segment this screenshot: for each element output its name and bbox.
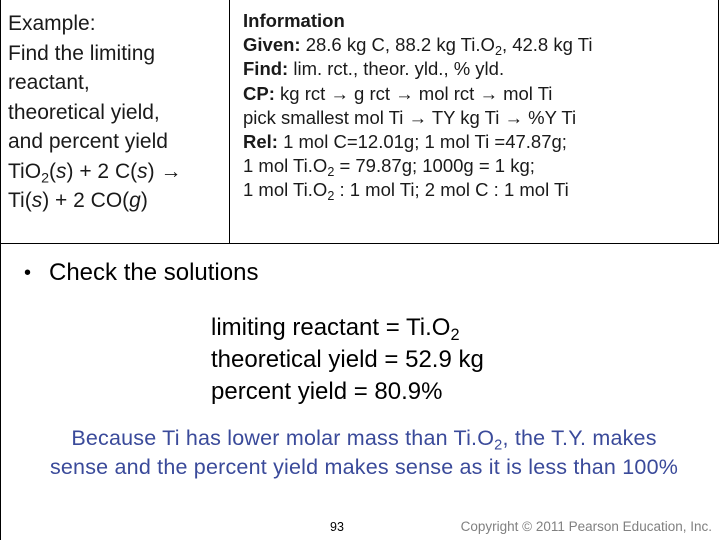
arrow-icon: → bbox=[330, 82, 349, 104]
pick-text: TY kg Ti bbox=[427, 106, 505, 128]
example-line: theoretical yield, bbox=[8, 100, 160, 124]
rel-text: 1 mol Ti.O bbox=[243, 155, 328, 177]
equation-state: s bbox=[56, 159, 67, 183]
equation-state: s bbox=[31, 189, 43, 212]
rel-subscript: 2 bbox=[327, 189, 335, 204]
example-label: Example: bbox=[8, 12, 96, 35]
cp-text: kg rct bbox=[274, 82, 331, 104]
cp-text: mol rct bbox=[413, 82, 480, 104]
rel-subscript: 2 bbox=[327, 164, 335, 179]
arrow-icon: → bbox=[408, 106, 428, 128]
limiting-reactant-result bbox=[211, 312, 484, 344]
results-block bbox=[211, 312, 484, 408]
given-line bbox=[243, 33, 713, 57]
bullet-icon: • bbox=[24, 262, 32, 284]
conceptual-plan-line bbox=[243, 82, 713, 106]
example-panel bbox=[8, 9, 223, 216]
rel-text: 1 mol Ti.O bbox=[243, 179, 328, 201]
header-divider bbox=[229, 0, 230, 244]
arrow-icon: → bbox=[479, 82, 498, 104]
given-label: Given: bbox=[243, 34, 301, 56]
pick-text: pick smallest mol Ti bbox=[243, 106, 409, 128]
copyright-notice: Copyright © 2011 Pearson Education, Inc. bbox=[460, 519, 712, 534]
find-label: Find: bbox=[243, 58, 289, 80]
equation-state: g bbox=[129, 189, 141, 212]
equation-part: ) bbox=[140, 189, 148, 212]
equation-reactants bbox=[8, 157, 223, 187]
bullet-text: Check the solutions bbox=[49, 259, 259, 286]
relationships-line bbox=[243, 154, 713, 178]
rel-text: : 1 mol Ti; 2 mol C : 1 mol Ti bbox=[334, 179, 569, 201]
rel-text: 1 mol C=12.01g; 1 mol Ti =47.87g; bbox=[277, 131, 567, 153]
find-line bbox=[243, 57, 713, 81]
equation-part: O bbox=[24, 159, 42, 183]
equation-subscript: 2 bbox=[41, 169, 49, 186]
arrow-icon: → bbox=[504, 106, 523, 128]
equation-products bbox=[8, 186, 223, 216]
relationships-line bbox=[243, 130, 713, 154]
find-text: lim. rct., theor. yld., % yld. bbox=[288, 58, 505, 80]
given-text: , 42.8 kg Ti bbox=[501, 34, 593, 56]
pick-text: %Y Ti bbox=[522, 106, 577, 128]
explanation-line: sense and the percent yield makes sense as it is less than 100% bbox=[49, 454, 679, 479]
page-number: 93 bbox=[330, 520, 344, 534]
pick-line bbox=[243, 106, 713, 130]
rel-text: = 79.87g; 1000g = 1 kg; bbox=[334, 155, 535, 177]
result-text: limiting reactant = Ti.O bbox=[211, 314, 451, 341]
equation-part: ) + 2 C( bbox=[66, 159, 138, 183]
equation-part: ) + 2 CO( bbox=[42, 189, 130, 212]
bullet-item bbox=[24, 256, 258, 290]
explanation-subscript: 2 bbox=[494, 437, 503, 454]
example-line: and percent yield bbox=[8, 130, 168, 153]
explanation-part: , the T.Y. makes bbox=[502, 426, 657, 450]
equation-state: s bbox=[137, 159, 148, 183]
percent-yield-result: percent yield = 80.9% bbox=[211, 378, 443, 405]
equation-part: ) bbox=[147, 159, 161, 183]
example-line: reactant, bbox=[8, 71, 90, 94]
given-subscript: 2 bbox=[494, 43, 502, 58]
cp-text: mol Ti bbox=[497, 82, 553, 104]
explanation-part: Because Ti has lower molar mass than Ti.O bbox=[71, 426, 495, 450]
cp-text: g rct bbox=[348, 82, 396, 104]
arrow-icon: → bbox=[395, 82, 414, 104]
rel-label: Rel: bbox=[243, 131, 278, 153]
information-heading: Information bbox=[243, 10, 345, 31]
relationships-line bbox=[243, 178, 713, 202]
information-title bbox=[243, 9, 713, 33]
explanation-line bbox=[0, 424, 720, 453]
given-text: 28.6 kg C, 88.2 kg Ti.O bbox=[300, 34, 495, 56]
reaction-arrow-icon: → bbox=[160, 159, 182, 183]
equation-part: Ti bbox=[8, 159, 25, 183]
example-line: Find the limiting bbox=[8, 41, 156, 65]
result-subscript: 2 bbox=[450, 325, 460, 344]
theoretical-yield-result: theoretical yield = 52.9 kg bbox=[211, 346, 484, 373]
equation-part: ( bbox=[49, 159, 56, 183]
information-panel bbox=[243, 9, 713, 203]
explanation-text bbox=[0, 424, 720, 481]
cp-label: CP: bbox=[243, 82, 275, 104]
equation-part: Ti( bbox=[8, 189, 32, 212]
